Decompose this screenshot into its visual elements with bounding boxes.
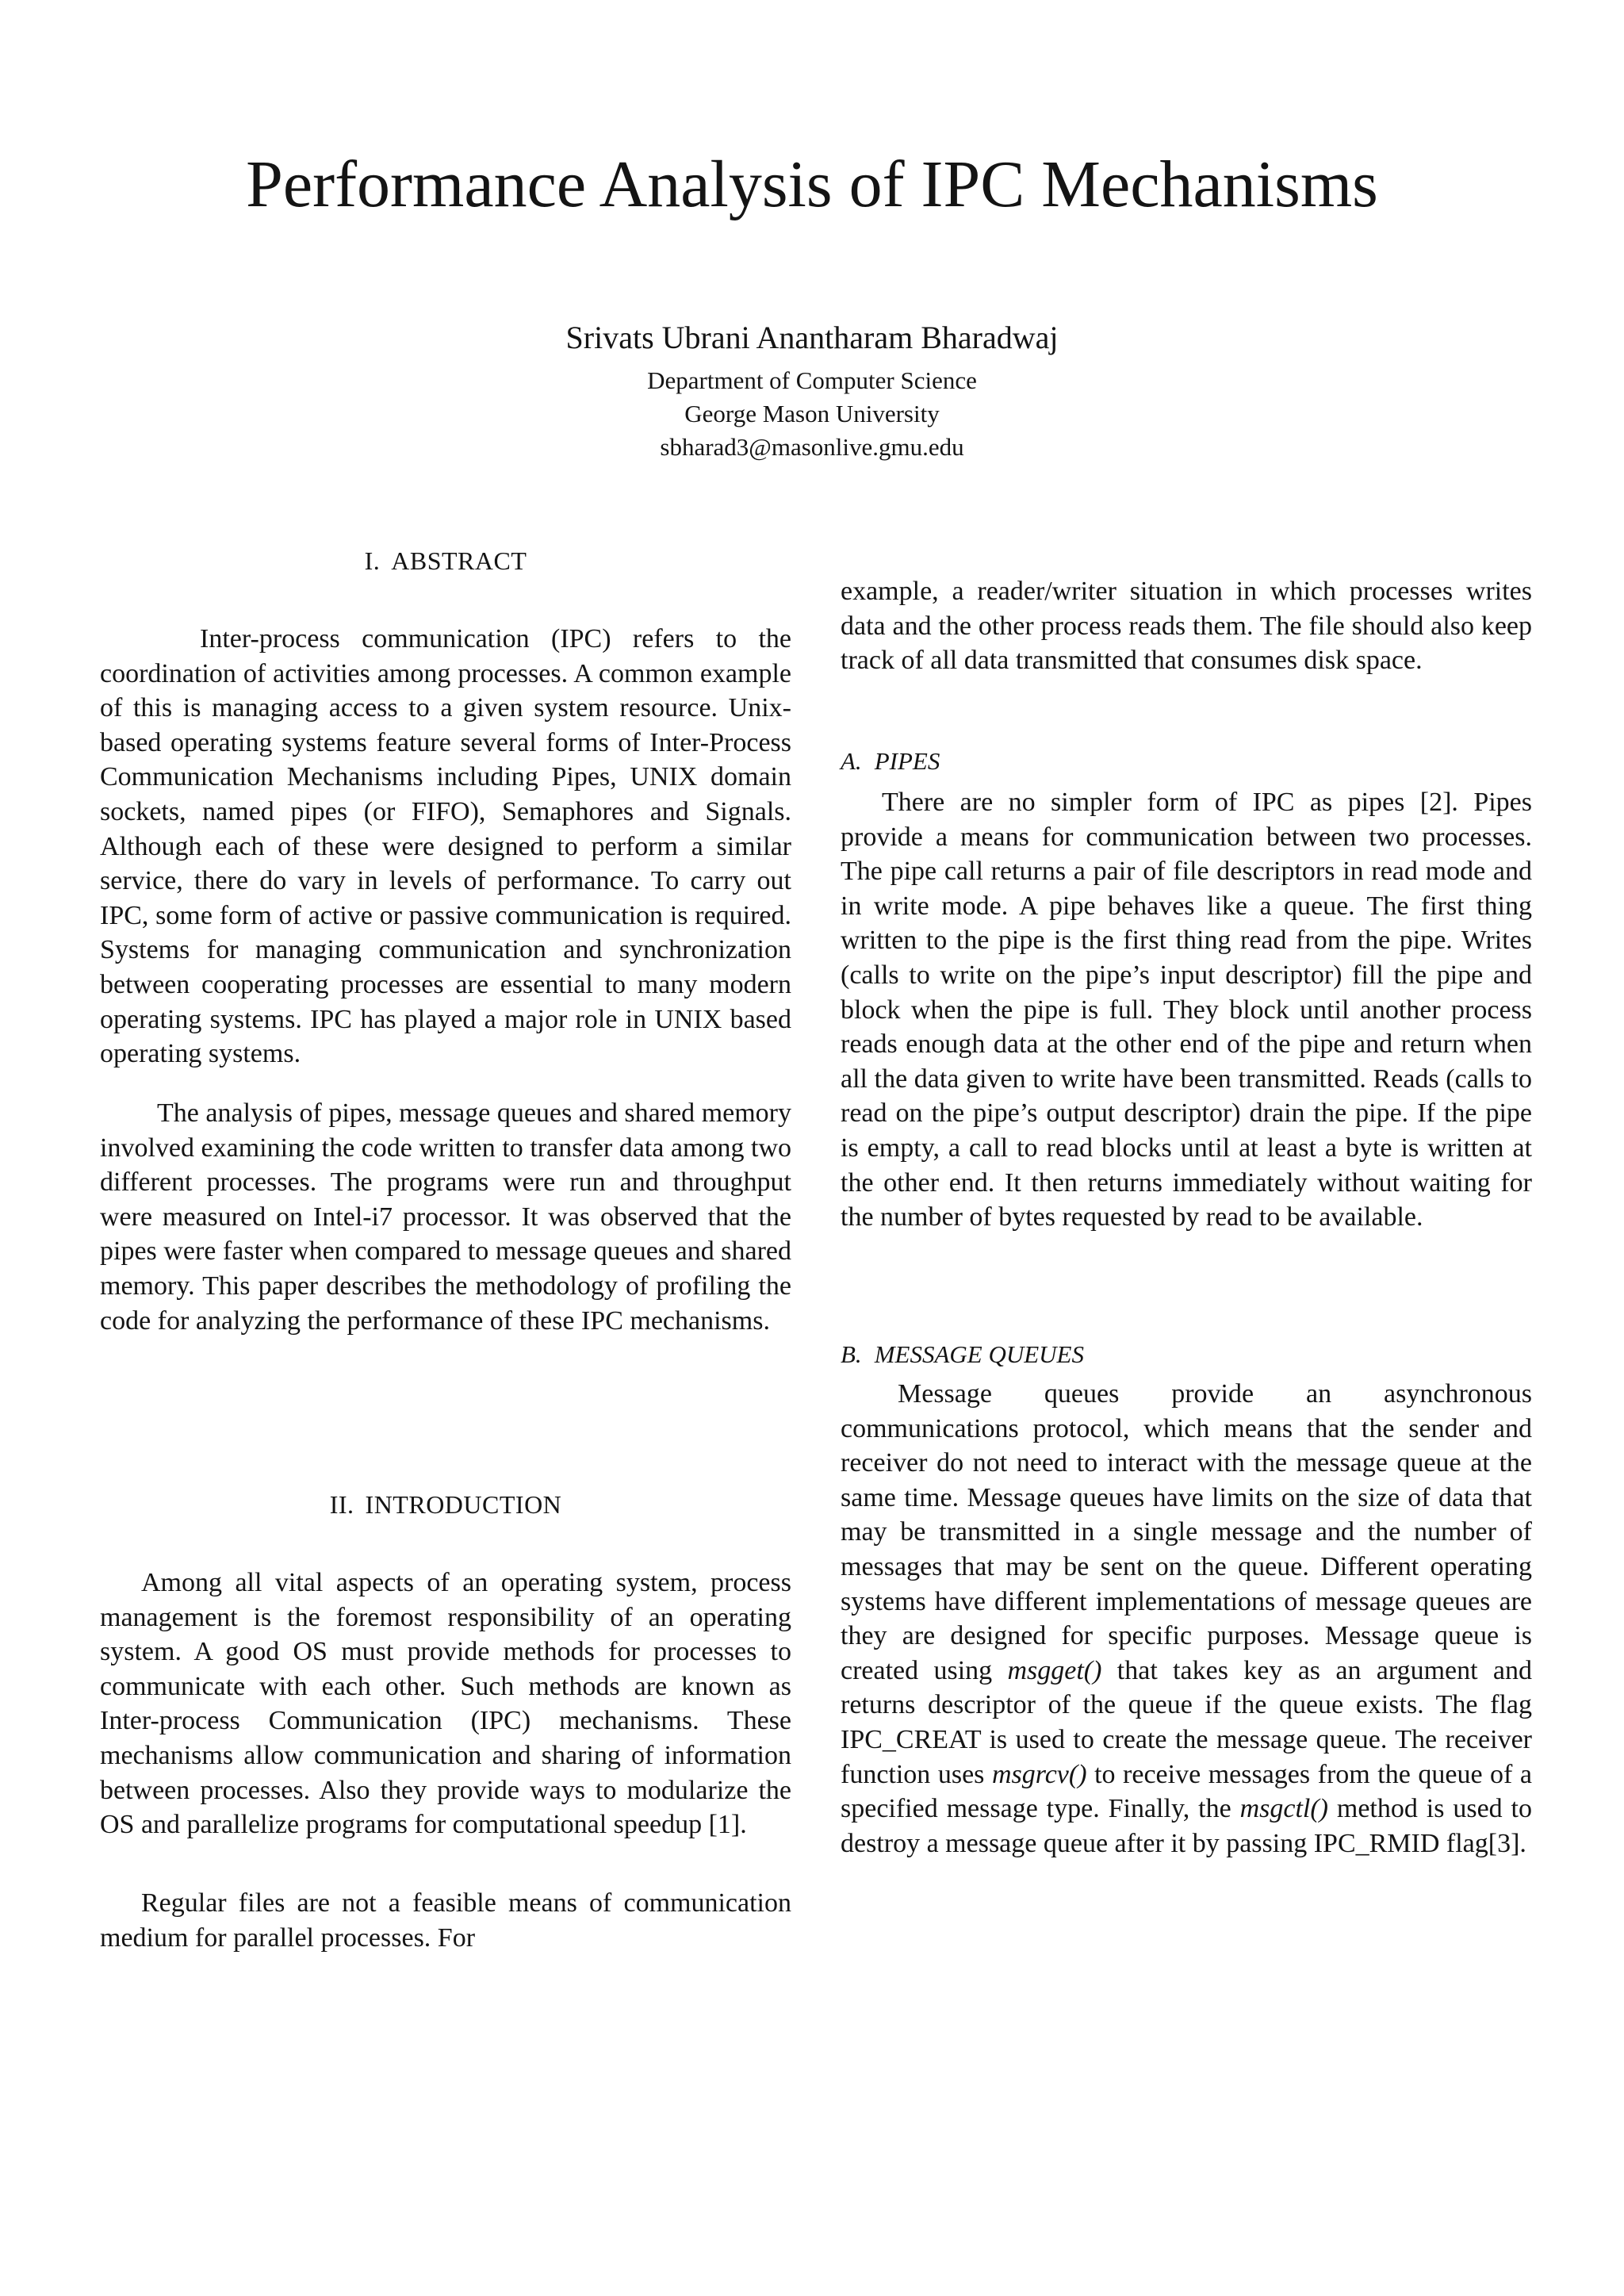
message-queues-paragraph: [841, 1377, 1532, 1861]
author-university: George Mason University: [684, 400, 940, 427]
text-segment: method is used to destroy a message queue after it by passing IPC_RMID flag[3].: [841, 1794, 1532, 1858]
pipes-paragraph: There are no simpler form of IPC as pipes [2]. Pipes provide a means for communication between two processes. The pipe call returns a pair of file descriptors in read mode and in write mode. A pipe behaves like a queue. The first thing written to the pipe is the first thing read from the pipe. Writes (calls to write on the pipe’s input descriptor) fill the pipe and block when the pipe is full. They block until another process reads enough data at the other end of the pipe and return when all the data given to write have been transmitted. Reads (calls to read on the pipe’s output descriptor) drain the pipe. If the pipe is empty, a call to read blocks until at least a byte is written at the other end. It then returns immediately without waiting for the number of bytes requested by read to be available.: [841, 788, 1532, 1232]
paper-title: Performance Analysis of IPC Mechanisms: [246, 148, 1378, 221]
subsection-heading-pipes: [841, 744, 1532, 778]
introduction-paragraph-2: Regular files are not a feasible means of communication medium for parallel processes. For: [100, 1888, 791, 1953]
subsection-title: PIPES: [874, 747, 940, 775]
section-title: ABSTRACT: [391, 546, 527, 575]
code-msgrcv: msgrcv(): [991, 1759, 1087, 1789]
section-heading-introduction: [100, 1488, 791, 1522]
subsection-title: MESSAGE QUEUES: [874, 1340, 1084, 1368]
section-number: I.: [364, 546, 381, 575]
introduction-paragraph-2-continued: example, a reader/writer situation in which processes writes data and the other process reads them. The file should also keep track of all data transmitted that consumes disk space.: [841, 577, 1532, 676]
introduction-paragraph-1: Among all vital aspects of an operating system, process management is the foremost responsibility of an operating system. A good OS must provide methods for processes to communicate with each other. Such methods are known as Inter-process Communication (IPC) mechanisms. These mechanisms allow communication and sharing of information between processes. Also they provide ways to modularize the OS and parallelize programs for computational speedup [1].: [100, 1568, 791, 1840]
code-msgctl: msgctl(): [1239, 1794, 1328, 1824]
author-department: Department of Computer Science: [647, 366, 977, 394]
subsection-number: B.: [841, 1340, 862, 1368]
subsection-heading-message-queues: [841, 1337, 1532, 1371]
code-msgget: msgget(): [1007, 1655, 1102, 1685]
section-number: II.: [329, 1490, 354, 1519]
text-segment: that takes key as an argument and returns descriptor of the queue if the queue exists. The flag IPC_CREAT is used to create the message queue. The receiver function uses: [841, 1655, 1532, 1789]
author-email: sbharad3@masonlive.gmu.edu: [660, 433, 964, 461]
abstract-paragraph-2: The analysis of pipes, message queues and shared memory involved examining the code written to transfer data among two different processes. The programs were run and throughput were measured on Intel-i7 processor. It was observed that the pipes were faster when compared to message queues and shared memory. This paper describes the methodology of profiling the code for analyzing the performance of these IPC mechanisms.: [100, 1098, 791, 1336]
author-name: Srivats Ubrani Anantharam Bharadwaj: [565, 320, 1059, 355]
section-title: INTRODUCTION: [365, 1490, 562, 1519]
subsection-number: A.: [841, 747, 862, 775]
text-segment: Message queues provide an asynchronous communications protocol, which means that the sender and receiver do not need to interact with the message queue at the same time. Message queues have limits on the size of data that may be transmitted in a single message and the number of messages that may be sent on the queue. Different operating systems have different implementations of message queues are they are designed for specific purposes. Message queue is created using: [841, 1379, 1532, 1685]
text-segment: to receive messages from the queue of a specified message type. Finally, the: [841, 1759, 1533, 1824]
section-heading-abstract: [100, 544, 791, 578]
abstract-paragraph-1: Inter-process communication (IPC) refers to the coordination of activities among processes. A common example of this is managing access to a given system resource. Unix-based operating systems feature several forms of Inter-Process Communication Mechanisms including Pipes, UNIX domain sockets, named pipes (or FIFO), Semaphores and Signals. Although each of these were designed to perform a similar service, there do vary in levels of performance. To carry out IPC, some form of active or passive communication is required. Systems for managing communication and synchronization between cooperating processes are essential to many modern operating systems. IPC has played a major role in UNIX based operating systems.: [100, 624, 791, 1069]
